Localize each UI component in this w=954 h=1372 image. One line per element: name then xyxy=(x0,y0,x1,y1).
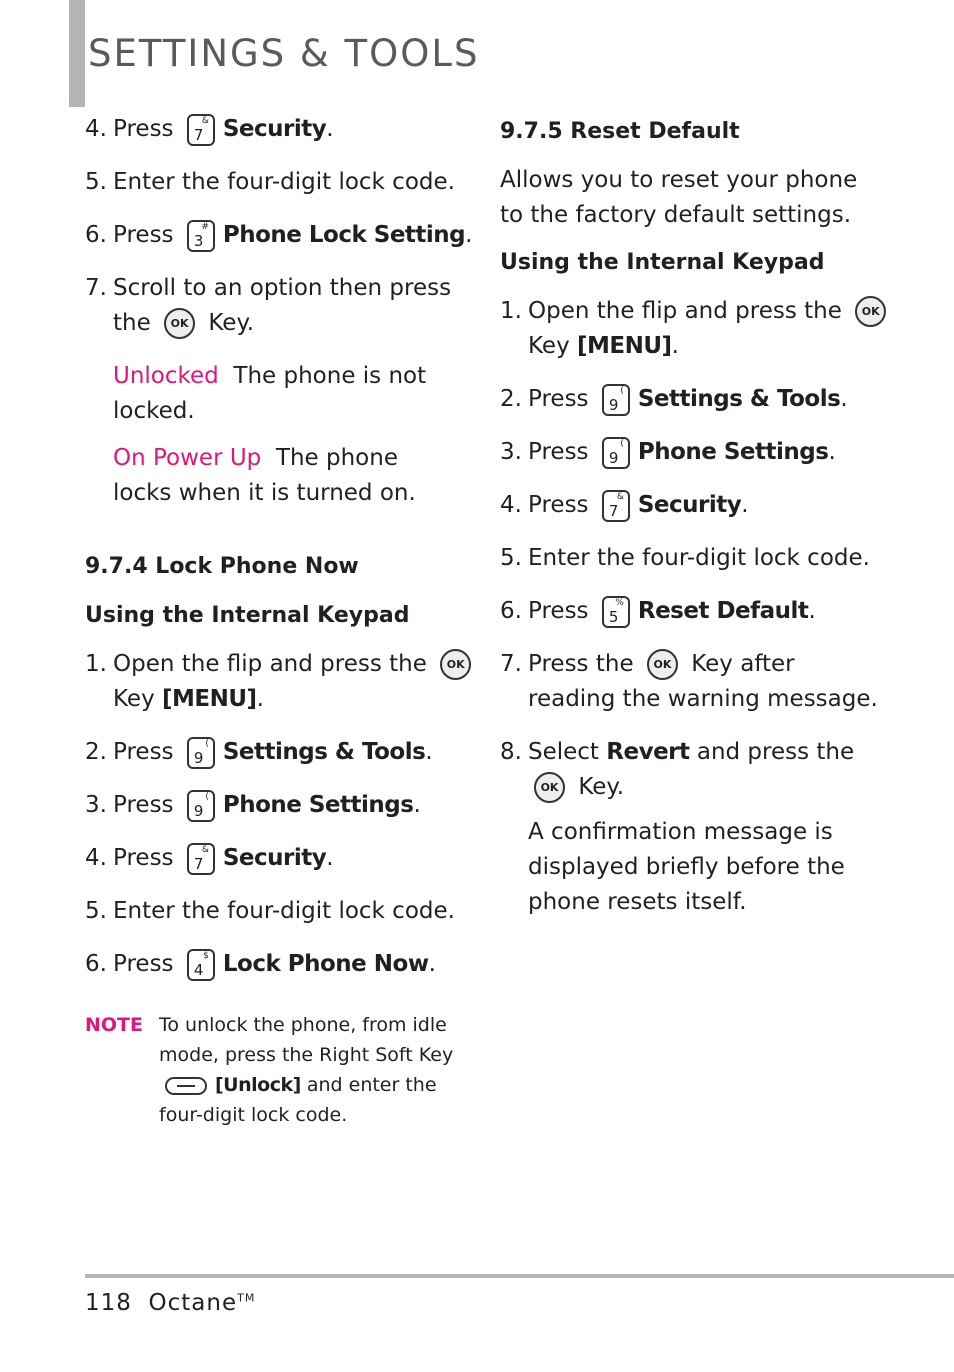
menu-label-revert: Revert xyxy=(606,739,690,765)
keypad-7-icon: 7 & xyxy=(187,843,215,875)
step-number: 2. xyxy=(500,386,522,412)
step-press-word: Press xyxy=(113,792,174,818)
step-number: 6. xyxy=(85,951,107,977)
step-enter-code xyxy=(500,541,880,576)
step-number: 5. xyxy=(85,898,107,924)
confirmation-text: A confirmation message is displayed briefly before the phone resets itself. xyxy=(528,819,845,915)
step-text: Open the flip and press the xyxy=(528,298,842,324)
ok-key-icon: OK xyxy=(647,649,678,680)
step-text-mid: and press the xyxy=(696,739,855,765)
menu-bracket: [MENU] xyxy=(577,333,672,359)
right-soft-key-icon xyxy=(165,1077,207,1095)
step-number: 1. xyxy=(500,298,522,324)
step-press-word: Press xyxy=(113,116,174,142)
keypad-9-icon: 9 ( xyxy=(187,737,215,769)
step-number: 6. xyxy=(85,222,107,248)
step-press-phone-lock: 6. Press 3 # Phone Lock Setting. xyxy=(85,218,455,253)
step-number: 5. xyxy=(85,169,107,195)
step-enter-code xyxy=(85,165,455,200)
step-number: 3. xyxy=(500,439,522,465)
step-press-security: 4. Press 7 & Security. xyxy=(85,841,455,876)
option-description: The phone is not locked. xyxy=(113,363,427,424)
step-select-revert xyxy=(500,735,880,805)
product-name: Octane xyxy=(148,1290,238,1316)
step-number: 7. xyxy=(85,275,107,301)
step-text: Scroll to an option then press the xyxy=(113,275,452,336)
menu-label-reset-default: Reset Default xyxy=(637,598,809,624)
header-accent-bar xyxy=(69,0,85,107)
menu-label-lock-phone-now: Lock Phone Now xyxy=(222,951,429,977)
ok-key-icon: OK xyxy=(440,649,471,680)
step-press-lock-phone-now: 6. Press 4 $ Lock Phone Now. xyxy=(85,947,455,982)
step-press-ok-after-warning xyxy=(500,647,880,717)
step-number: 4. xyxy=(85,116,107,142)
page-footer xyxy=(85,1290,255,1316)
menu-label-phone-settings: Phone Settings xyxy=(222,792,414,818)
section-intro: Allows you to reset your phone to the factory default settings. xyxy=(500,167,858,228)
step-number: 6. xyxy=(500,598,522,624)
page-title: SETTINGS & TOOLS xyxy=(88,32,480,75)
ok-key-icon: OK xyxy=(534,772,565,803)
step-press-word: Press xyxy=(528,492,589,518)
option-name: On Power Up xyxy=(113,445,262,471)
step-press-security: 4. Press 7 & Security. xyxy=(85,112,455,147)
left-column xyxy=(85,112,473,1130)
step-text: Enter the four-digit lock code. xyxy=(113,898,455,924)
step-number: 4. xyxy=(500,492,522,518)
step-text-after: Key. xyxy=(208,310,255,336)
step-open-flip: 1. Open the flip and press the OK Key [MENU]. xyxy=(85,647,455,717)
step-press-reset-default: 6. Press 5 % Reset Default. xyxy=(500,594,880,629)
step-text: Enter the four-digit lock code. xyxy=(528,545,870,571)
step-text: Enter the four-digit lock code. xyxy=(113,169,455,195)
step-number: 5. xyxy=(500,545,522,571)
note-label: NOTE xyxy=(85,1014,143,1036)
step-text-after: Key. xyxy=(578,774,625,800)
section-title-lock-phone-now: 9.7.4 Lock Phone Now xyxy=(85,554,359,579)
keypad-4-icon: 4 $ xyxy=(187,949,215,981)
menu-label-security: Security xyxy=(222,116,327,142)
note-text: To unlock the phone, from idle mode, press the Right Soft Key xyxy=(159,1014,454,1066)
keypad-9-icon: 9 ( xyxy=(187,790,215,822)
step-open-flip: 1. Open the flip and press the OK Key [MENU]. xyxy=(500,294,880,364)
menu-label-phone-lock-setting: Phone Lock Setting xyxy=(222,222,466,248)
step-text-after: Key xyxy=(528,333,570,359)
step-text: Open the flip and press the xyxy=(113,651,427,677)
step-number: 3. xyxy=(85,792,107,818)
option-name: Unlocked xyxy=(113,363,219,389)
note-box xyxy=(85,1010,455,1130)
step-press-word: Press xyxy=(113,222,174,248)
keypad-3-icon: 3 # xyxy=(187,220,215,252)
subheading-internal-keypad: Using the Internal Keypad xyxy=(500,250,825,275)
keypad-9-icon: 9 ( xyxy=(602,384,630,416)
option-unlocked xyxy=(85,359,455,429)
menu-label-phone-settings: Phone Settings xyxy=(637,439,829,465)
keypad-9-icon: 9 ( xyxy=(602,437,630,469)
step-text-after: Key xyxy=(113,686,155,712)
step-press-phone-settings: 3. Press 9 ( Phone Settings. xyxy=(500,435,880,470)
menu-label-security: Security xyxy=(222,845,327,871)
step-press-word: Press xyxy=(528,598,589,624)
note-text-end: and enter the four-digit lock code. xyxy=(159,1074,437,1126)
option-on-power-up xyxy=(85,441,455,511)
step-text: Press the xyxy=(528,651,634,677)
ok-key-icon: OK xyxy=(164,308,195,339)
option-description: The phone locks when it is turned on. xyxy=(113,445,416,506)
step-press-word: Press xyxy=(528,386,589,412)
ok-key-icon: OK xyxy=(855,296,886,327)
trademark: TM xyxy=(237,1291,256,1305)
step-scroll-option xyxy=(85,271,455,341)
menu-label-settings-tools: Settings & Tools xyxy=(637,386,841,412)
step-press-phone-settings: 3. Press 9 ( Phone Settings. xyxy=(85,788,455,823)
subheading-internal-keypad: Using the Internal Keypad xyxy=(85,603,410,628)
step-press-word: Press xyxy=(113,739,174,765)
step-press-word: Press xyxy=(113,845,174,871)
step-number: 1. xyxy=(85,651,107,677)
step-enter-code xyxy=(85,894,455,929)
right-column xyxy=(500,112,880,932)
step-text-after: Key after reading the warning message. xyxy=(528,651,878,712)
footer-rule xyxy=(85,1274,954,1278)
section-title-reset-default: 9.7.5 Reset Default xyxy=(500,119,740,144)
menu-bracket: [MENU] xyxy=(162,686,257,712)
step-press-security: 4. Press 7 & Security. xyxy=(500,488,880,523)
step-press-word: Press xyxy=(113,951,174,977)
step-number: 7. xyxy=(500,651,522,677)
step-number: 8. xyxy=(500,739,522,765)
step-number: 4. xyxy=(85,845,107,871)
keypad-5-icon: 5 % xyxy=(602,596,630,628)
step-press-settings-tools: 2. Press 9 ( Settings & Tools. xyxy=(85,735,455,770)
menu-label-security: Security xyxy=(637,492,742,518)
step-number: 2. xyxy=(85,739,107,765)
menu-label-settings-tools: Settings & Tools xyxy=(222,739,426,765)
step-press-word: Press xyxy=(528,439,589,465)
keypad-7-icon: 7 & xyxy=(602,490,630,522)
step-text: Select xyxy=(528,739,599,765)
keypad-7-icon: 7 & xyxy=(187,114,215,146)
note-bracket: [Unlock] xyxy=(215,1074,301,1096)
page-number: 118 xyxy=(85,1290,132,1316)
step-press-settings-tools: 2. Press 9 ( Settings & Tools. xyxy=(500,382,880,417)
